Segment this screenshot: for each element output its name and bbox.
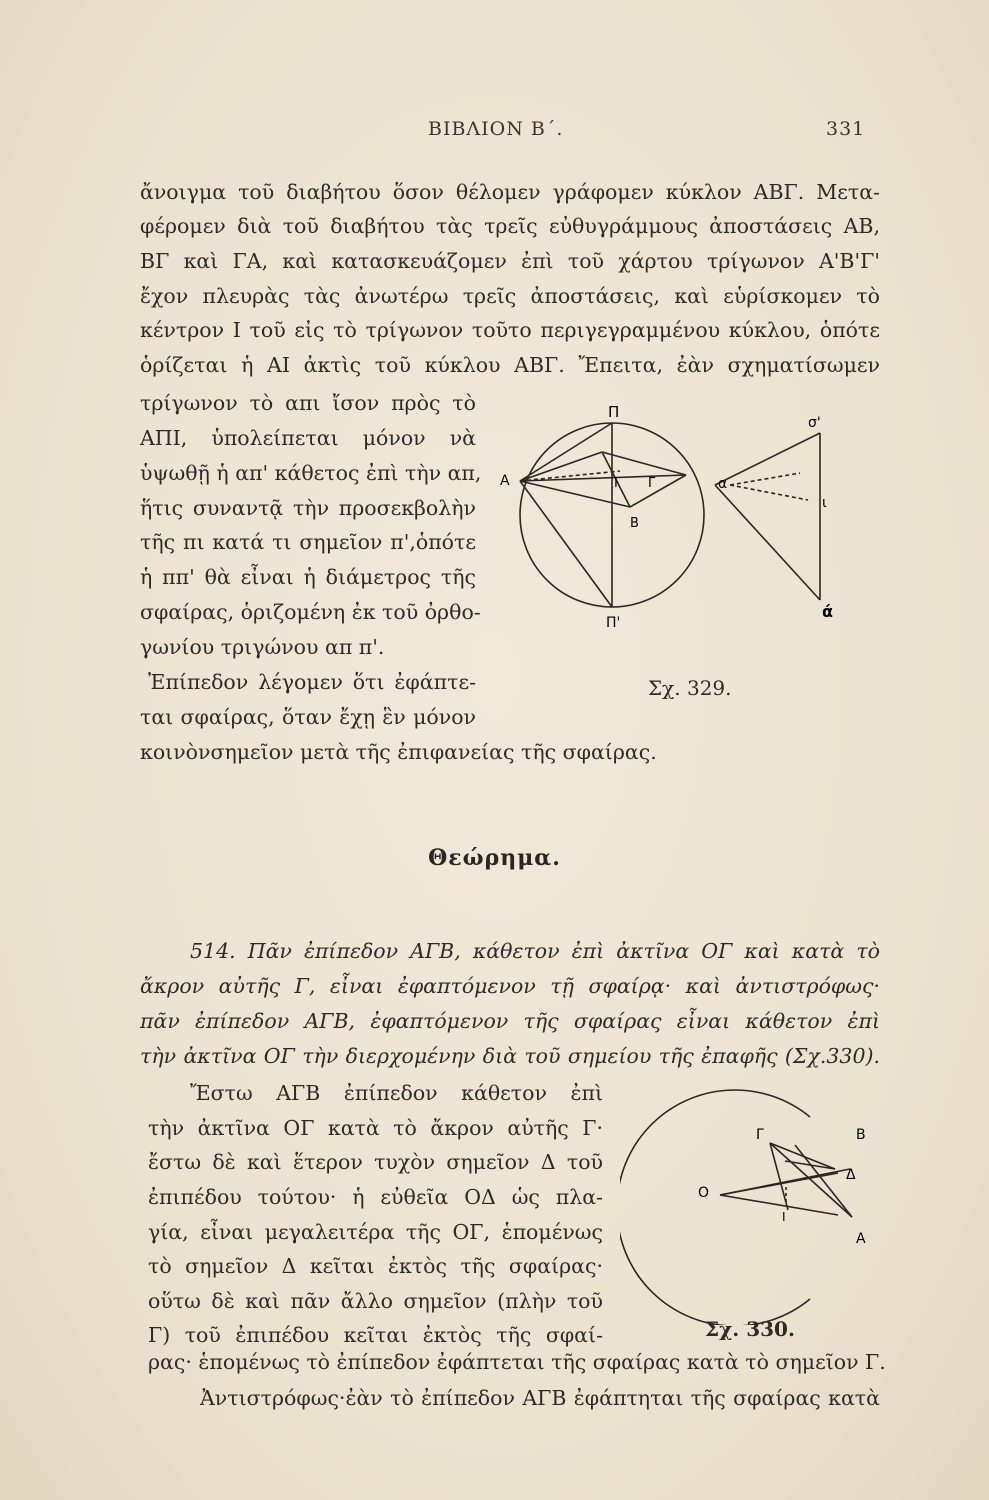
theorem-line: ἄκρον αὐτῆς Γ, εἶναι ἐφαπτόμενον τῇ σφαίρᾳ· καὶ ἀντιστρόφως· — [140, 974, 880, 998]
text-line: οὕτω δὲ καὶ πᾶν ἄλλο σημεῖον (πλὴν τοῦ — [148, 1289, 603, 1313]
label-pi: Π — [608, 403, 620, 421]
definition-line: Ἐπίπεδον λέγομεν ὅτι ἐφάπτε- — [148, 670, 476, 694]
text-line: ἔχον πλευρὰς τὰς ἀνωτέρω τρεῖς ἀποστάσεις, καὶ εὑρίσκομεν τὸ — [140, 284, 880, 308]
text-line: Ἔστω ΑΓΒ ἐπίπεδον κάθετον ἐπὶ — [190, 1081, 603, 1105]
label-delta: Δ — [846, 1167, 856, 1183]
definition-line: ται σφαίρας, ὅταν ἔχῃ ἓν μόνον — [140, 705, 476, 729]
label-iota: Ι — [614, 476, 618, 491]
text-line: ἡ ππ' θὰ εἶναι ἡ διάμετρος τῆς — [140, 565, 476, 589]
label-alpha-prime: ά — [822, 602, 833, 621]
running-header: ΒΙΒΛΙΟΝ Β΄. — [428, 118, 564, 140]
text-line: Γ) τοῦ ἐπιπέδου κεῖται ἐκτὸς τῆς σφαί- — [148, 1323, 603, 1347]
sphere-arc — [620, 1090, 810, 1325]
text-line: τῆς πι κατά τι σημεῖον π',ὁπότε — [140, 530, 476, 554]
section-title: Θεώρημα. — [428, 845, 561, 871]
figure-329-caption: Σχ. 329. — [648, 676, 732, 700]
text-line: ἄνοιγμα τοῦ διαβήτου ὅσον θέλομεν γράφομεν κύκλον ΑΒΓ. Μετα- — [140, 180, 880, 204]
label-alpha: Α — [856, 1231, 866, 1247]
text-line: ΒΓ καὶ ΓΑ, καὶ κατασκευάζομεν ἐπὶ τοῦ χάρτου τρίγωνον Α'Β'Γ' — [140, 249, 880, 273]
text-line: γωνίου τριγώνου απ π'. — [140, 635, 385, 659]
label-beta: Β — [630, 516, 639, 531]
definition-line: κοινὸνσημεῖον μετὰ τῆς ἐπιφανείας τῆς σφαίρας. — [140, 740, 657, 764]
figure-329 — [490, 395, 850, 645]
text-line: ἔστω δὲ καὶ ἕτερον τυχὸν σημεῖον Δ τοῦ — [148, 1150, 603, 1174]
page-number: 331 — [826, 118, 866, 140]
text-line: γία, εἶναι μεγαλειτέρα τῆς ΟΓ, ἑπομένως — [148, 1220, 603, 1244]
label-omicron: Ο — [698, 1185, 710, 1201]
label-alpha: α — [718, 476, 728, 492]
label-sigma: σ' — [808, 415, 821, 431]
figure-330-caption: Σχ. 330. — [705, 1317, 795, 1341]
label-gamma: Γ — [756, 1127, 764, 1143]
text-line: φέρομεν διὰ τοῦ διαβήτου τὰς τρεῖς εὐθυγράμμους ἀποστάσεις ΑΒ, — [140, 214, 880, 238]
text-line: κέντρον Ι τοῦ εἰς τὸ τρίγωνον τοῦτο περιγεγραμμένου κύκλου, ὁπότε — [140, 318, 880, 342]
text-line: τὸ σημεῖον Δ κεῖται ἐκτὸς τῆς σφαίρας· — [148, 1254, 603, 1278]
text-line: τρίγωνον τὸ απι ἴσον πρὸς τὸ — [140, 391, 476, 415]
text-line: ὁρίζεται ἡ ΑΙ ἀκτὶς τοῦ κύκλου ΑΒΓ. Ἔπειτα, ἐὰν σχηματίσωμεν — [140, 353, 880, 377]
text-line: ἥτις συναντᾷ τὴν προσεκβολὴν — [140, 496, 476, 520]
label-iota: Ι — [782, 1210, 786, 1224]
theorem-line: τὴν ἀκτῖνα ΟΓ τὴν διερχομένην διὰ τοῦ σημείου τῆς ἐπαφῆς (Σχ.330). — [140, 1044, 880, 1068]
text-line: Ἀντιστρόφως·ἐὰν τὸ ἐπίπεδον ΑΓΒ ἐφάπτηται τῆς σφαίρας κατὰ — [200, 1386, 880, 1410]
text-line: σφαίρας, ὁριζομένη ἐκ τοῦ ὀρθο- — [140, 600, 481, 624]
text-line: τὴν ἀκτῖνα ΟΓ κατὰ τὸ ἄκρον αὐτῆς Γ· — [148, 1116, 603, 1140]
label-alpha-cap: Α — [500, 473, 510, 489]
theorem-line: 514. Πᾶν ἐπίπεδον ΑΓΒ, κάθετον ἐπὶ ἀκτῖνα ΟΓ καὶ κατὰ τὸ — [190, 939, 880, 963]
label-gamma: Γ — [648, 476, 656, 491]
text-line: ἐπιπέδου τούτου· ἡ εὐθεῖα ΟΔ ὡς πλα- — [148, 1185, 603, 1209]
text-line: ὑψωθῇ ἡ απ' κάθετος ἐπὶ τὴν απ, — [140, 461, 482, 485]
label-pi-prime: Π' — [606, 615, 621, 631]
figure-330 — [620, 1085, 890, 1325]
label-iota-small: ι — [822, 495, 827, 511]
theorem-line: πᾶν ἐπίπεδον ΑΓΒ, ἐφαπτόμενον τῆς σφαίρας εἶναι κάθετον ἐπὶ — [140, 1009, 880, 1033]
text-line: ρας· ἑπομένως τὸ ἐπίπεδον ἐφάπτεται τῆς σφαίρας κατὰ τὸ σημεῖον Γ. — [148, 1350, 886, 1374]
text-line: ΑΠΙ, ὑπολείπεται μόνον νὰ — [140, 426, 476, 450]
label-beta: Β — [856, 1127, 866, 1143]
